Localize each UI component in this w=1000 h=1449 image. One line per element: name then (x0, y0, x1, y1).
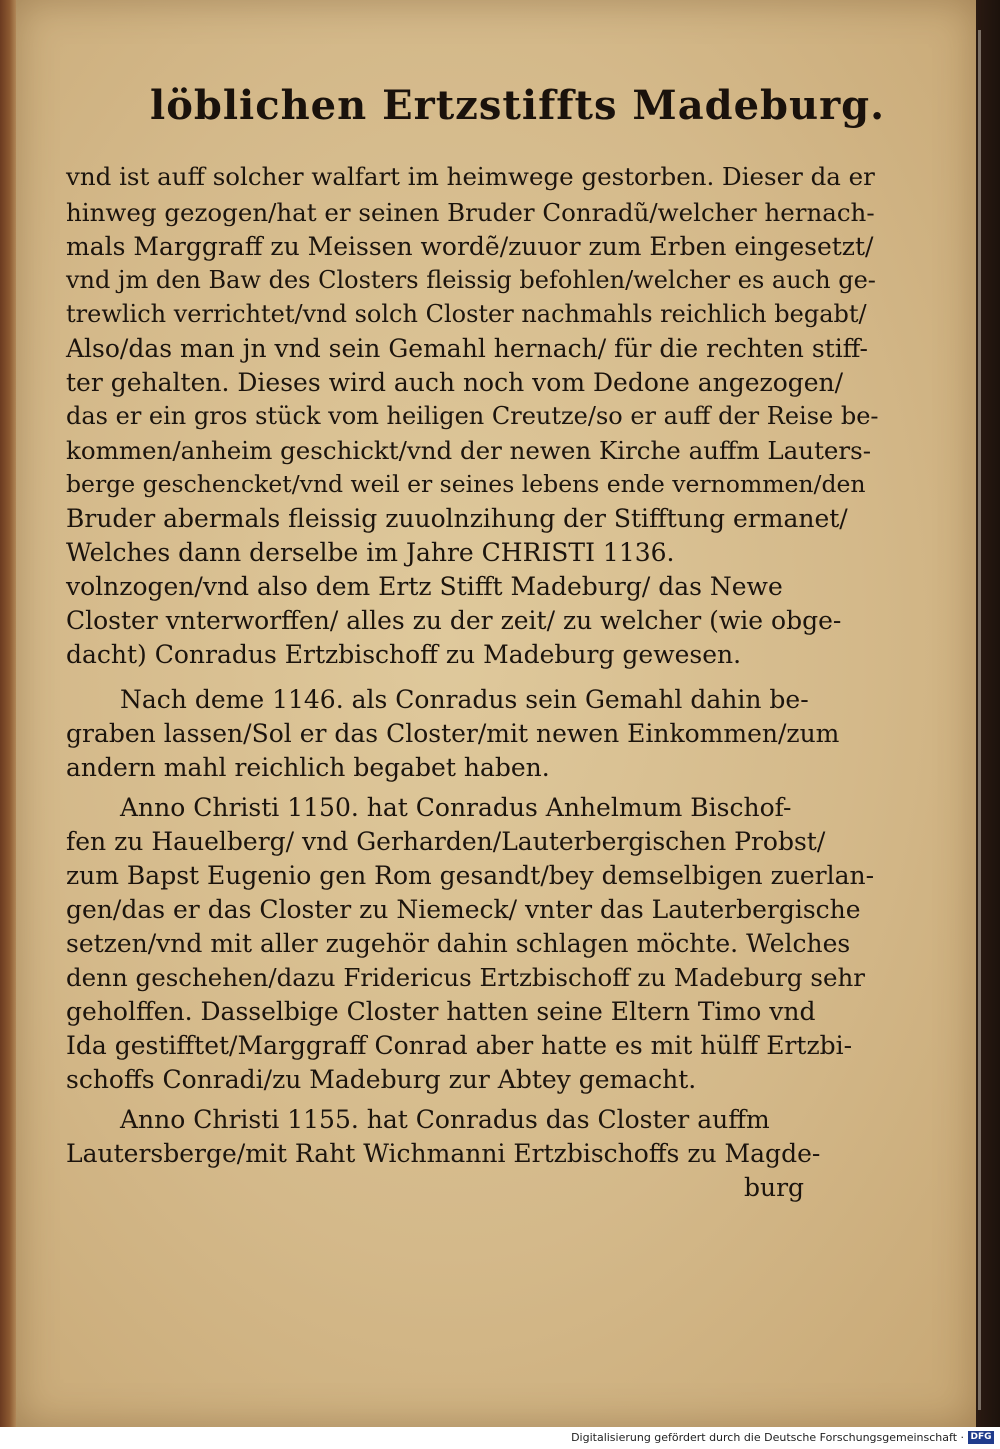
text-line: berge geschencket/vnd weil er seines lebens ende vernommen/den (66, 470, 866, 498)
text-line: Ida gestifftet/Marggraff Conrad aber hatte es mit hülff Ertzbi- (66, 1031, 853, 1060)
text-line: das er ein gros stück vom heiligen Creutze/so er auff der Reise be- (66, 402, 879, 430)
book-spine (0, 0, 16, 1427)
text-line: setzen/vnd mit aller zugehör dahin schlagen möchte. Welches (66, 929, 851, 958)
text-line: zum Bapst Eugenio gen Rom gesandt/bey demselbigen zuerlan- (66, 861, 875, 890)
text-line: mals Marggraff zu Meissen wordẽ/zuuor zum Erben eingesetzt/ (66, 232, 874, 261)
text-line: dacht) Conradus Ertzbischoff zu Madeburg gewesen. (66, 640, 742, 669)
text-line: geholffen. Dasselbige Closter hatten seine Eltern Timo vnd (66, 997, 816, 1026)
text-line: Anno Christi 1150. hat Conradus Anhelmum Bischof- (120, 793, 792, 822)
text-line: Nach deme 1146. als Conradus sein Gemahl dahin be- (120, 685, 809, 714)
text-line: volnzogen/vnd also dem Ertz Stifft Madeburg/ das Newe (66, 572, 783, 601)
text-line: burg (744, 1173, 805, 1202)
text-line: ter gehalten. Dieses wird auch noch vom Dedone angezogen/ (66, 368, 844, 397)
text-line: Lautersberge/mit Raht Wichmanni Ertzbischoffs zu Magde- (66, 1139, 821, 1168)
text-line: denn geschehen/dazu Fridericus Ertzbischoff zu Madeburg sehr (66, 963, 865, 992)
text-line: hinweg gezogen/hat er seinen Bruder Conradũ/welcher hernach- (66, 198, 875, 227)
text-line: gen/das er das Closter zu Niemeck/ vnter das Lauterbergische (66, 895, 861, 924)
text-line: Bruder abermals fleissig zuuolnzihung der Stifftung ermanet/ (66, 504, 848, 533)
text-line: kommen/anheim geschickt/vnd der newen Kirche auffm Lauters- (66, 436, 871, 465)
text-line: Closter vnterworffen/ alles zu der zeit/ zu welcher (wie obge- (66, 606, 842, 635)
text-line: fen zu Hauelberg/ vnd Gerharden/Lauterbergischen Probst/ (66, 827, 826, 856)
page-edge-line (978, 30, 981, 1410)
text-line: trewlich verrichtet/vnd solch Closter nachmahls reichlich begabt/ (66, 300, 867, 328)
text-line: graben lassen/Sol er das Closter/mit newen Einkommen/zum (66, 719, 840, 748)
footer-credit: Digitalisierung gefördert durch die Deutsche Forschungsgemeinschaft · (571, 1431, 964, 1444)
footer-bar (0, 1427, 1000, 1449)
text-line: Anno Christi 1155. hat Conradus das Closter auffm (120, 1105, 770, 1134)
text-line: Welches dann derselbe im Jahre CHRISTI 1136. (66, 538, 675, 567)
text-line: schoffs Conradi/zu Madeburg zur Abtey gemacht. (66, 1065, 697, 1094)
text-line: Also/das man jn vnd sein Gemahl hernach/ für die rechten stiff- (66, 334, 869, 363)
text-line: vnd jm den Baw des Closters fleissig befohlen/welcher es auch ge- (66, 266, 876, 294)
dfg-logo-icon: DFG (968, 1431, 994, 1444)
page-title: löblichen Ertzstiffts Madeburg. (150, 82, 886, 129)
text-line: vnd ist auff solcher walfart im heimwege gestorben. Dieser da er (66, 162, 875, 191)
text-line: andern mahl reichlich begabet haben. (66, 753, 550, 782)
